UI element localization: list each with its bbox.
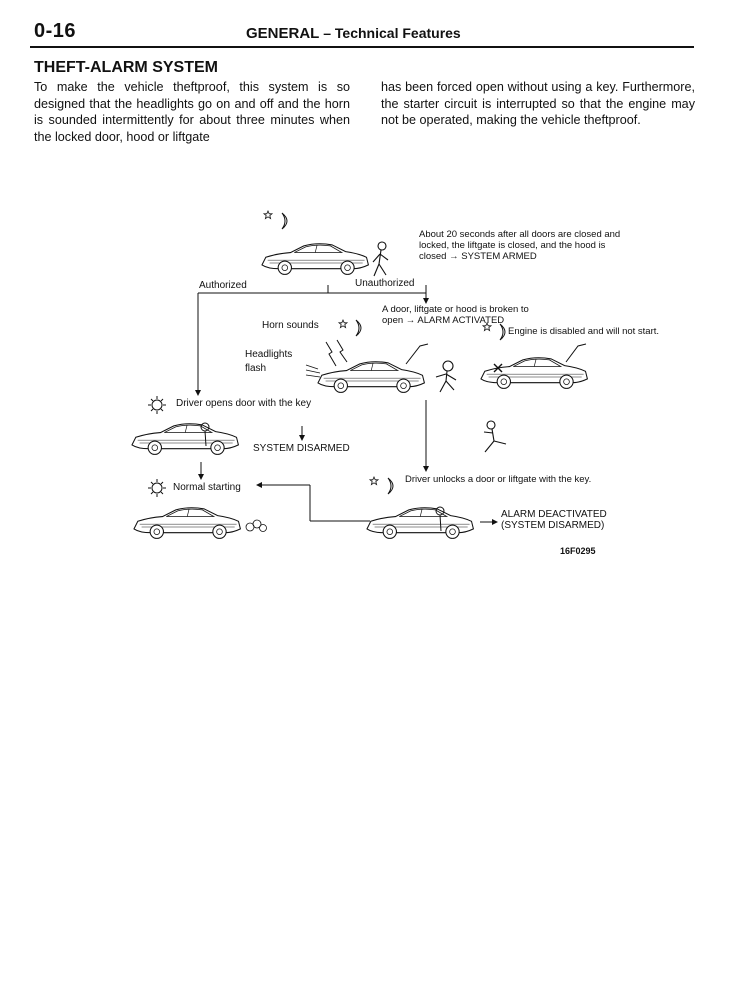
body-right-column: has been forced open without using a key. Furthermore, the starter circuit is interrupted so that the engine may not be operated, making the vehicle theftproof. [381, 80, 695, 127]
car-armed [262, 244, 368, 275]
thief-figure [436, 361, 456, 392]
sun-icon-driver-opens [148, 396, 166, 414]
headlight-rays [306, 365, 320, 377]
driver-opens-label: Driver opens door with the key [176, 398, 312, 409]
car-alarm-activated [318, 362, 424, 393]
system-disarmed-label: SYSTEM DISARMED [253, 443, 350, 454]
body-left-column: To make the vehicle theftproof, this system is so designed that the headlights go on and off and the horn is sounded intermittently for about three minutes when the locked door, hood or liftgate [34, 80, 350, 144]
driver-unlocks-label: Driver unlocks a door or liftgate with the key. [405, 474, 592, 485]
fleeing-thief-figure [484, 421, 506, 452]
authorized-label: Authorized [199, 280, 247, 291]
car-normal-starting [134, 508, 240, 539]
alarm-deactivated-line2: (SYSTEM DISARMED) [501, 520, 605, 531]
armed-text-line1: About 20 seconds after all doors are closed and [419, 229, 621, 240]
header-subtitle: Technical Features [334, 25, 461, 41]
person-walking-away [373, 242, 388, 276]
armed-text-line3: closed → SYSTEM ARMED [419, 251, 537, 262]
horn-sounds-label: Horn sounds [262, 320, 319, 331]
normal-starting-label: Normal starting [173, 482, 241, 493]
car-alarm-deactivated [367, 508, 473, 539]
headlights-label-line1: Headlights [245, 349, 293, 360]
section-title: THEFT-ALARM SYSTEM [34, 59, 218, 76]
exhaust-cloud [246, 520, 267, 532]
night-star-moon-icon-top [264, 211, 287, 229]
car-engine-disabled [481, 358, 587, 389]
alarm-deactivated-line1: ALARM DEACTIVATED [501, 509, 607, 520]
sun-icon-normal-starting [148, 479, 166, 497]
header-title: GENERAL [246, 25, 320, 42]
alarm-text-line1: A door, liftgate or hood is broken to [382, 304, 529, 315]
alarm-text-line2: open → ALARM ACTIVATED [382, 315, 505, 326]
headlights-label-line2: flash [245, 363, 267, 374]
page-number: 0-16 [34, 20, 77, 42]
engine-disabled-label: Engine is disabled and will not start. [508, 326, 660, 337]
header-dash: – [319, 25, 335, 41]
figure-id: 16F0295 [560, 546, 596, 556]
unauthorized-label: Unauthorized [355, 278, 415, 289]
night-star-moon-icon-horn [339, 320, 361, 336]
lightning-icon [326, 340, 347, 366]
armed-text-line2: locked, the liftgate is closed, and the hood is [419, 240, 606, 251]
car-disarmed [132, 424, 238, 455]
night-star-moon-icon-unlock [370, 477, 393, 494]
open-hood [406, 344, 428, 364]
